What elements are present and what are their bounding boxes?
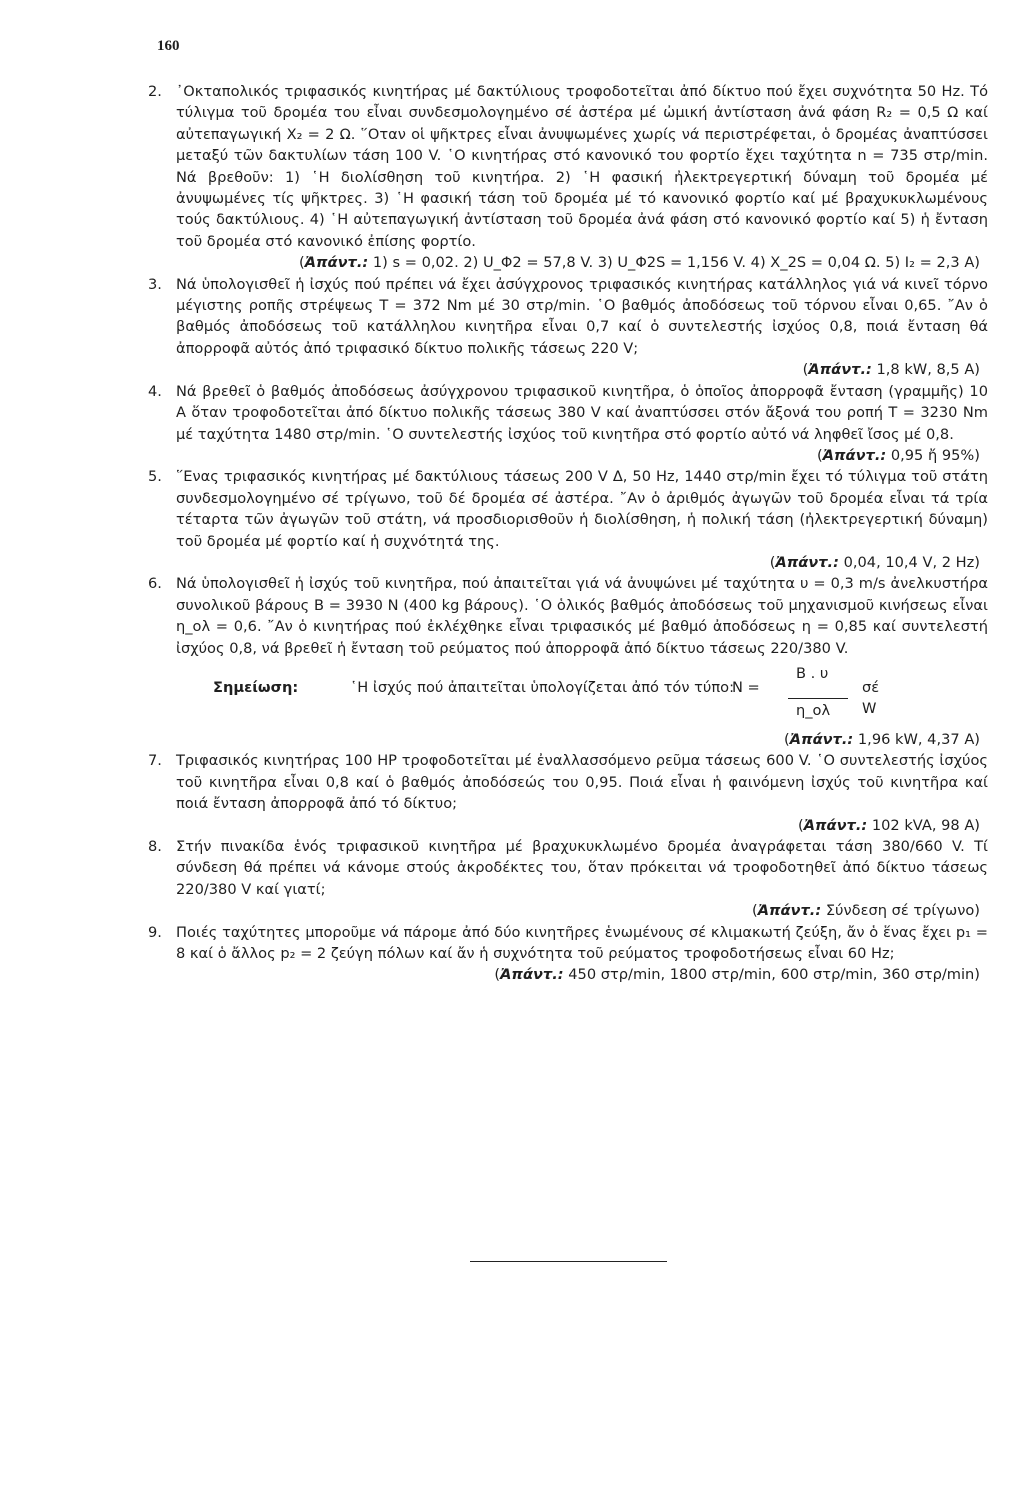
answer-value: Σύνδεση σέ τρίγωνο)	[821, 902, 980, 920]
answer: (Ἀπάντ.: 1,96 kW, 4,37 A)	[784, 730, 980, 748]
answer-label: Ἀπάντ.:	[808, 361, 872, 379]
answer-value: 1) s = 0,02. 2) U_Φ2 = 57,8 V. 3) U_Φ2S = 1,156 V. 4) X_2S = 0,04 Ω. 5) I₂ = 2,3 A)	[368, 254, 980, 272]
answer: (Ἀπάντ.: 0,95 ἤ 95%)	[817, 446, 980, 464]
problem-text: ῞Ενας τριφασικός κινητήρας μέ δακτύλιους τάσεως 200 V Δ, 50 Hz, 1440 στρ/min ἔχει τό τύλιγμα τοῦ στάτη συνδεσμολογημένο σέ τρίγωνο, τοῦ δέ δρομέα σέ ἀστέρα. ῎Αν ὁ ἀριθμός ἀγωγῶν τοῦ δρομέα εἶναι τά τρία τέταρτα τῶν ἀγωγῶν τοῦ στάτη, νά προσδιορισθοῦν ἡ διολίσθηση, ἡ πολική τάση (ἠλεκτρεγερτική δύναμη) τοῦ δρομέα μέ φορτίο καί ἡ συχνότητά της.	[176, 468, 988, 550]
answer-value: 102 kVA, 98 A)	[867, 816, 980, 834]
problem-5	[148, 466, 988, 573]
answer-label: Ἀπάντ.:	[304, 254, 369, 272]
problem-9	[148, 922, 988, 986]
answer: (Ἀπάντ.: 0,04, 10,4 V, 2 Hz)	[769, 553, 980, 571]
formula-numerator: B . υ	[796, 664, 829, 682]
power-formula	[732, 665, 892, 727]
problem-number: 8.	[148, 838, 162, 855]
answer-label: Ἀπάντ.:	[822, 446, 887, 464]
answer-label: Ἀπάντ.:	[775, 553, 839, 571]
answer: (Ἀπάντ.: 450 στρ/min, 1800 στρ/min, 600 στρ/min, 360 στρ/min)	[494, 966, 980, 984]
answer: (Ἀπάντ.: 102 kVA, 98 A)	[798, 816, 980, 834]
formula-lhs: N =	[732, 678, 760, 696]
problem-text: Νά ὑπολογισθεῖ ἡ ἰσχύς τοῦ κινητῆρα, πού ἀπαιτεῖται γιά νά ἀνυψώνει μέ ταχύτητα υ = 0,3 m/s ἀνελκυστήρα συνολικοῦ βάρους B = 3930 N (400 kg βάρους). ῾Ο ὁλικός βαθμός ἀποδόσεως τοῦ μηχανισμοῦ κινήσεως εἶναι η_ολ = 0,6. ῎Αν ὁ κινητήρας πού ἐκλέχθηκε εἶναι τριφασικός μέ βαθμό ἀποδόσεως η = 0,85 καί συντελεστή ἰσχύος 0,8, νά βρεθεῖ ἡ ἔνταση τοῦ ρεύματος πού ἀπορροφᾶ ἀπό δίκτυο τάσεως 220/380 V.	[176, 575, 988, 657]
problem-text: Νά βρεθεῖ ὁ βαθμός ἀποδόσεως ἀσύγχρονου τριφασικοῦ κινητῆρα, ὁ ὁποῖος ἀπορροφᾶ ἔνταση (γραμμῆς) 10 A ὅταν τροφοδοτεῖται ἀπό δίκτυο πολικῆς τάσεως 380 V καί ἀναπτύσσει στόν ἄξονά του ροπή T = 3230 Nm μέ ταχύτητα 1480 στρ/min. ῾Ο συντελεστής ἰσχύος τοῦ κινητῆρα στό φορτίο αὐτό νά ληφθεῖ ἴσος μέ 0,8.	[176, 382, 988, 443]
footer-rule	[470, 1261, 667, 1262]
problem-number: 2.	[148, 83, 162, 100]
problem-number: 7.	[148, 752, 162, 770]
problem-8	[148, 836, 988, 922]
page-content	[148, 81, 988, 986]
problem-text: Στήν πινακίδα ἑνός τριφασικοῦ κινητῆρα μέ βραχυκυκλωμένο δρομέα ἀναγράφεται τάση 380/660 V. Τί σύνδεση θά πρέπει νά κάνομε στούς ἀκροδέκτες του, ὅταν πρόκειται νά τροφοδοτηθεῖ ἀπό δίκτυο τάσεως 220/380 V καί γιατί;	[176, 838, 988, 898]
problem-text: Νά ὑπολογισθεῖ ἡ ἰσχύς πού πρέπει νά ἔχει ἀσύγχρονος τριφασικός κινητήρας κατάλληλος γιά νά κινεῖ τόρνο μέγιστης ροπῆς στρέψεως T = 372 Nm μέ 30 στρ/min. ῾Ο βαθμός ἀποδόσεως τοῦ τόρνου εἶναι 0,65. ῎Αν ὁ βαθμός ἀποδόσεως τοῦ κατάλληλου κινητῆρα εἶναι 0,7 καί ὁ συντελεστής ἰσχύος 0,8, ποιά ἔνταση θά ἀπορροφᾶ αὐτός ἀπό τριφασικό δίκτυο πολικῆς τάσεως 220 V;	[176, 275, 988, 357]
answer-value: 0,04, 10,4 V, 2 Hz)	[838, 553, 980, 571]
answer-label: Ἀπάντ.:	[500, 966, 564, 984]
answer: (Ἀπάντ.: 1) s = 0,02. 2) U_Φ2 = 57,8 V. 3) U_Φ2S = 1,156 V. 4) X_2S = 0,04 Ω. 5) I₂ = 2,3 A)	[299, 254, 980, 272]
formula-denominator: η_ολ	[796, 701, 831, 719]
note	[176, 665, 988, 727]
problem-4	[148, 381, 988, 467]
answer-value: 0,95 ἤ 95%)	[886, 446, 980, 464]
answer-label: Ἀπάντ.:	[803, 816, 868, 834]
answer-label: Ἀπάντ.:	[789, 730, 854, 748]
problem-text: Τριφασικός κινητήρας 100 HP τροφοδοτεῖται μέ ἐναλλασσόμενο ρεῦμα τάσεως 600 V. ῾Ο συντελεστής ἰσχύος τοῦ κινητῆρα εἶναι 0,8 καί ὁ βαθμός ἀποδόσεώς του 0,95. Ποιά εἶναι ἡ φαινόμενη ἰσχύς τοῦ κινητῆρα καί ποιά ἔνταση ἀπορροφᾶ ἀπό τό δίκτυο;	[176, 752, 988, 813]
answer-value: 1,8 kW, 8,5 A)	[871, 361, 980, 379]
problem-text: ᾿Οκταπολικός τριφασικός κινητήρας μέ δακτύλιους τροφοδοτεῖται ἀπό δίκτυο πού ἔχει συχνότητα 50 Hz. Τό τύλιγμα τοῦ δρομέα του εἶναι συνδεσμολογημένο σέ ἀστέρα μέ ὠμική ἀντίσταση ἀνά φάση R₂ = 0,5 Ω καί αὐτεπαγωγική X₂ = 2 Ω. ῞Οταν οἱ ψῆκτρες εἶναι ἀνυψωμένες χωρίς νά περιστρέφεται, ὁ δρομέας ἀναπτύσσει μεταξύ τῶν δακτυλίων τάση 100 V. ῾Ο κινητήρας στό κανονικό του φορτίο ἔχει ταχύτητα n = 735 στρ/min. Νά βρεθοῦν: 1) ῾Η διολίσθηση τοῦ κινητήρα. 2) ῾Η φασική ἠλεκτρεγερτική δύναμη τοῦ δρομέα μέ ἀνυψωμένες τίς ψῆκτρες. 3) ῾Η φασική τάση τοῦ δρομέα μέ τό κανονικό φορτίο καί μέ βραχυκυκλωμένους τούς δακτύλιους. 4) ῾Η αὐτεπαγωγική ἀντίσταση τοῦ δρομέα ἀνά φάση στό κανονικό φορτίο καί 5) ἡ ἔνταση τοῦ δρομέα στό κανονικό ἐπίσης φορτίο.	[176, 83, 988, 250]
answer: (Ἀπάντ.: Σύνδεση σέ τρίγωνο)	[751, 902, 980, 920]
answer-value: 1,96 kW, 4,37 A)	[853, 730, 980, 748]
problem-7	[148, 750, 988, 836]
page-number: 160	[157, 38, 180, 54]
problem-3	[148, 274, 988, 381]
problem-number: 5.	[148, 468, 162, 486]
problem-number: 3.	[148, 275, 162, 293]
problem-number: 6.	[148, 575, 162, 593]
answer: (Ἀπάντ.: 1,8 kW, 8,5 A)	[802, 361, 980, 379]
problem-6	[148, 573, 988, 750]
problem-number: 9.	[148, 923, 162, 941]
problem-2	[148, 81, 988, 274]
fraction-bar	[788, 698, 848, 699]
note-text: ῾Η ἰσχύς πού ἀπαιτεῖται ὑπολογίζεται ἀπό τόν τύπο:	[350, 678, 734, 696]
answer-value: 450 στρ/min, 1800 στρ/min, 600 στρ/min, 360 στρ/min)	[563, 966, 980, 984]
problem-number: 4.	[148, 382, 162, 400]
answer-label: Ἀπάντ.:	[757, 902, 822, 920]
problem-text: Ποιές ταχύτητες μποροῦμε νά πάρομε ἀπό δύο κινητῆρες ἑνωμένους σέ κλιμακωτή ζεύξη, ἄν ὁ ἕνας ἔχει p₁ = 8 καί ὁ ἄλλος p₂ = 2 ζεύγη πόλων καί ἄν ἡ συχνότητα τοῦ ρεύματος τροφοδοτήσεως εἶναι 60 Hz;	[176, 923, 988, 963]
note-label: Σημείωση:	[213, 678, 299, 696]
formula-unit: σέ W	[862, 678, 880, 718]
